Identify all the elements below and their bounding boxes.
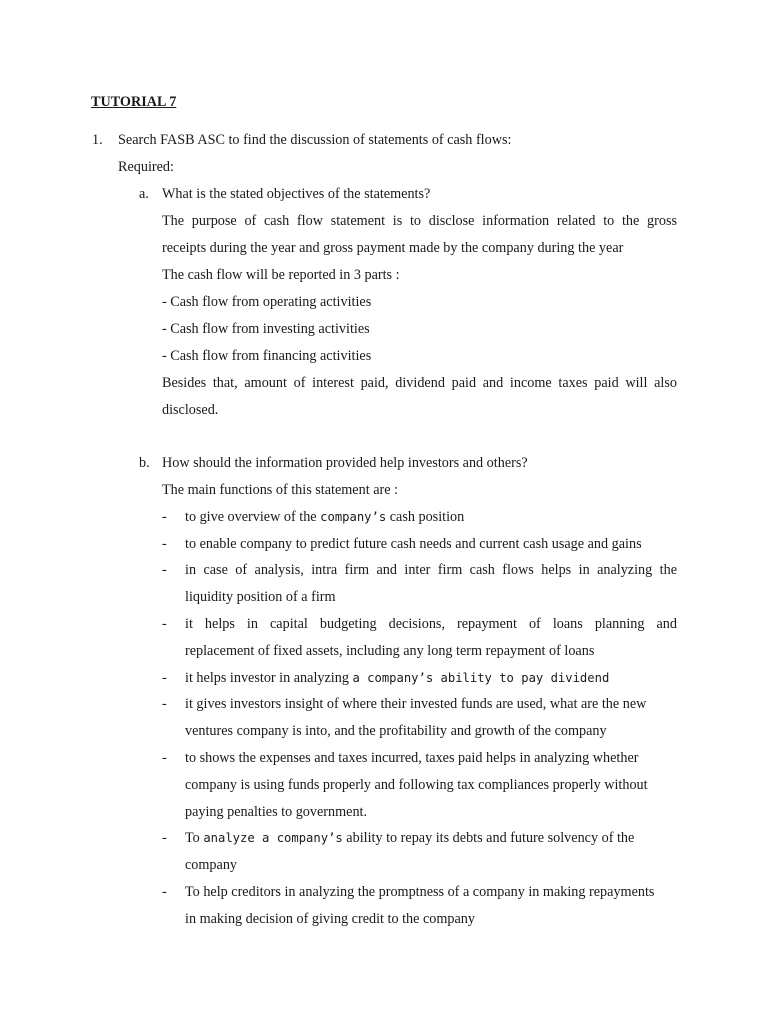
- bullet-item: it gives investors insight of where their invested funds are used, what are the new: [185, 696, 647, 712]
- question-text: Search FASB ASC to find the discussion of statements of cash flows:: [118, 132, 512, 148]
- answer-line: The cash flow will be reported in 3 parts :: [162, 267, 400, 283]
- part-b-letter: b.: [139, 455, 150, 471]
- bullet-dash: -: [162, 696, 167, 712]
- bullet-item: in case of analysis, intra firm and inter firm cash flows helps in analyzing the: [185, 562, 677, 578]
- part-b-question: How should the information provided help investors and others?: [162, 455, 528, 471]
- bullet-dash: -: [162, 884, 167, 900]
- bullet-item: it helps in capital budgeting decisions, repayment of loans planning and: [185, 616, 677, 632]
- bullet-item: to give overview of the company’s cash position: [185, 509, 465, 525]
- answer-line: receipts during the year and gross payment made by the company during the year: [162, 240, 624, 256]
- bullet-item-continued: paying penalties to government.: [185, 804, 368, 820]
- bullet-item-continued: ventures company is into, and the profitability and growth of the company: [185, 723, 607, 739]
- bullet-item: to shows the expenses and taxes incurred, taxes paid helps in analyzing whether: [185, 750, 639, 766]
- bullet-item: to enable company to predict future cash needs and current cash usage and gains: [185, 536, 642, 552]
- bullet-item-continued: replacement of fixed assets, including any long term repayment of loans: [185, 643, 595, 659]
- bullet-item: To analyze a company’s ability to repay its debts and future solvency of the: [185, 830, 635, 846]
- bullet-dash: -: [162, 536, 167, 552]
- answer-line: The purpose of cash flow statement is to disclose information related to the gross: [162, 213, 677, 229]
- bullet-dash: -: [162, 750, 167, 766]
- required-label: Required:: [118, 159, 174, 175]
- cash-flow-part: - Cash flow from investing activities: [162, 321, 370, 337]
- bullet-dash: -: [162, 616, 167, 632]
- bullet-item-continued: in making decision of giving credit to the company: [185, 911, 475, 927]
- question-number: 1.: [92, 132, 103, 148]
- part-a-letter: a.: [139, 186, 149, 202]
- answer-line: Besides that, amount of interest paid, dividend paid and income taxes paid will also: [162, 375, 677, 391]
- page-title: TUTORIAL 7: [91, 94, 177, 110]
- bullet-dash: -: [162, 509, 167, 525]
- cash-flow-part: - Cash flow from financing activities: [162, 348, 372, 364]
- bullet-item: To help creditors in analyzing the promptness of a company in making repayments: [185, 884, 655, 900]
- bullet-item-continued: company is using funds properly and following tax compliances properly without: [185, 777, 648, 793]
- bullet-dash: -: [162, 830, 167, 846]
- part-b-intro: The main functions of this statement are :: [162, 482, 398, 498]
- bullet-item: it helps investor in analyzing a company’s ability to pay dividend: [185, 670, 610, 686]
- bullet-item-continued: liquidity position of a firm: [185, 589, 336, 605]
- bullet-dash: -: [162, 670, 167, 686]
- answer-line: disclosed.: [162, 402, 219, 418]
- part-a-question: What is the stated objectives of the statements?: [162, 186, 431, 202]
- bullet-item-continued: company: [185, 857, 238, 873]
- bullet-dash: -: [162, 562, 167, 578]
- cash-flow-part: - Cash flow from operating activities: [162, 294, 372, 310]
